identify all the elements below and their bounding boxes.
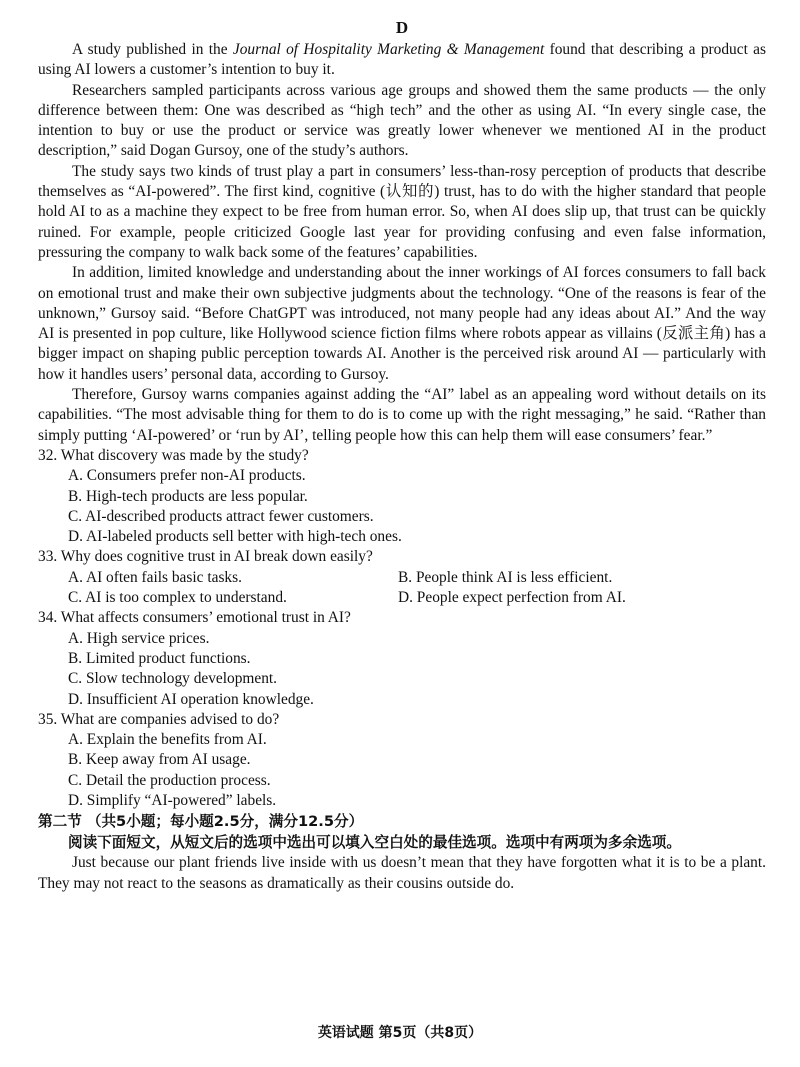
question-32-option-b: B. High-tech products are less popular.: [68, 487, 308, 505]
question-33-option-c: C. AI is too complex to understand.: [68, 589, 287, 607]
question-33-options-row-2: [68, 588, 766, 608]
passage-paragraph-1: [38, 40, 766, 81]
p1-before: A study published in the: [72, 41, 233, 58]
question-33-stem: 33. Why does cognitive trust in AI break down easily?: [38, 548, 373, 566]
exam-page: [38, 18, 766, 894]
section-2-instruction: 阅读下面短文，从短文后的选项中选出可以填入空白处的最佳选项。选项中有两项为多余选项。: [68, 834, 681, 852]
question-32-stem: 32. What discovery was made by the study?: [38, 446, 309, 464]
question-35-option-a: A. Explain the benefits from AI.: [68, 731, 267, 749]
section-letter: D: [395, 18, 409, 37]
p1-after: found that describing a product as using AI lowers a customer’s intention to buy it.: [38, 41, 766, 79]
question-35-option-d: D. Simplify “AI-powered” labels.: [68, 791, 277, 809]
question-34-option-d: D. Insufficient AI operation knowledge.: [68, 690, 314, 708]
question-34-option-c: C. Slow technology development.: [68, 670, 278, 688]
question-34-option-a: A. High service prices.: [68, 629, 210, 647]
journal-title: Journal of Hospitality Marketing & Management: [232, 41, 545, 58]
passage-paragraph-5: Therefore, Gursoy warns companies against adding the “AI” label as an appealing word without details on its capabilities. “The most advisable thing for them to do is to come up with the right messaging,” he said. “Rather than simply putting ‘AI-powered’ or ‘run by AI’, telling people how this can help them will ease consumers’ fear.”: [38, 386, 766, 444]
page-footer: 英语试题 第5页（共8页）: [317, 1025, 483, 1041]
question-33-option-a: A. AI often fails basic tasks.: [68, 568, 242, 586]
section-2-heading: 第二节 （共5小题；每小题2.5分，满分12.5分）: [38, 813, 364, 831]
passage-paragraph-2: Researchers sampled participants across various age groups and showed them the same products — the only difference between them: One was described as “high tech” and the other as using AI. “In every single case, the intention to buy or use the product or service was greatly lower whenever we mentioned AI in the product description,” said Dogan Gursoy, one of the study’s authors.: [38, 81, 766, 160]
passage-paragraph-4: In addition, limited knowledge and understanding about the inner workings of AI forces consumers to fall back on emotional trust and make their own subjective judgments about the technology. “One of the reasons is fear of the unknown,” Gursoy said. “Before ChatGPT was introduced, not many people had any ideas about AI.” And the way AI is presented in pop culture, like Hollywood science fiction films where robots appear as villains (反派主角) has a bigger impact on shaping public perception towards AI. Another is the perceived risk around AI — particularly with how it handles users’ personal data, according to Gursoy.: [38, 264, 766, 383]
question-34-stem: 34. What affects consumers’ emotional trust in AI?: [38, 609, 351, 627]
question-35-stem: 35. What are companies advised to do?: [38, 710, 280, 728]
question-33-option-d: D. People expect perfection from AI.: [398, 589, 626, 607]
question-35-option-c: C. Detail the production process.: [68, 771, 271, 789]
question-32-option-d: D. AI-labeled products sell better with high-tech ones.: [68, 528, 402, 546]
question-32-option-c: C. AI-described products attract fewer customers.: [68, 507, 374, 525]
question-32-option-a: A. Consumers prefer non-AI products.: [68, 467, 306, 485]
question-33-options-row-1: [68, 568, 766, 588]
passage-paragraph-3: The study says two kinds of trust play a part in consumers’ less-than-rosy perception of products that describe themselves as “AI-powered”. The first kind, cognitive (认知的) trust, has to do with the higher standard that people hold AI to as a machine they expect to be free from human error. So, when AI does slip up, that trust can be quickly ruined. For example, people criticized Google last year for providing confusing and even false information, pressuring the company to walk back some of the features’ capabilities.: [38, 162, 766, 261]
question-35-option-b: B. Keep away from AI usage.: [68, 751, 251, 769]
question-34-option-b: B. Limited product functions.: [68, 649, 251, 667]
question-33-option-b: B. People think AI is less efficient.: [398, 568, 613, 586]
section-2-passage: Just because our plant friends live inside with us doesn’t mean that they have forgotten what it is to be a plant. They may not react to the seasons as dramatically as their cousins outside do.: [38, 854, 766, 892]
